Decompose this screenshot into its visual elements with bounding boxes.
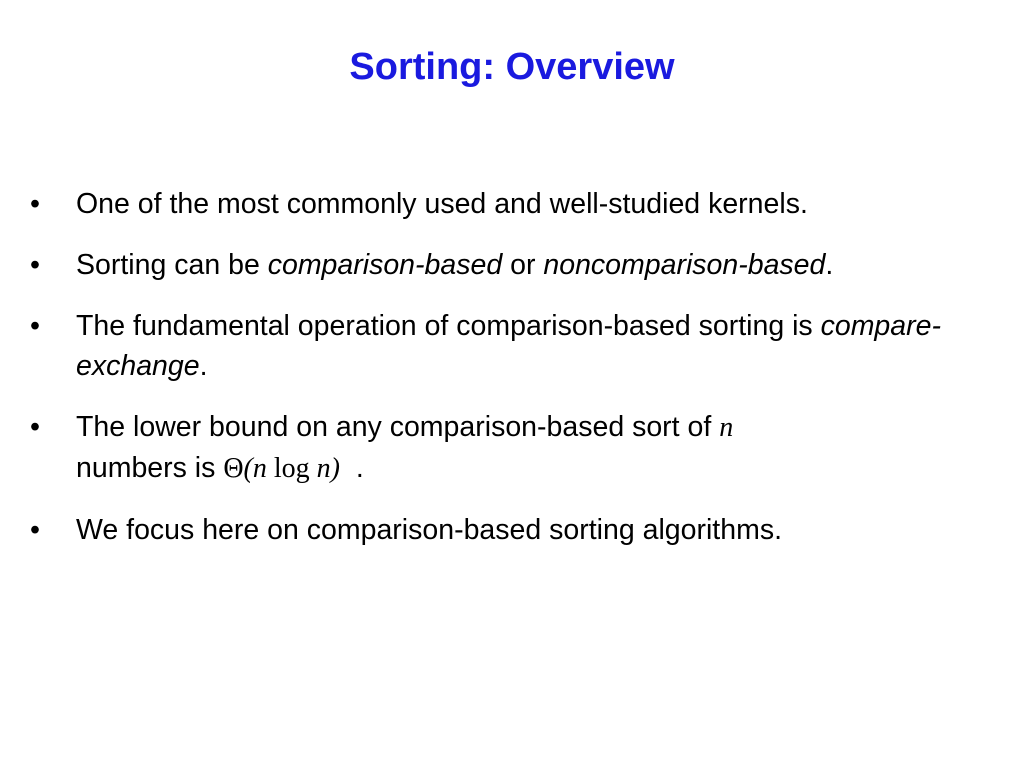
bullet-emphasis: noncomparison-based [543,249,826,281]
bullet-text-segment: numbers is [76,452,224,484]
bullet-marker: • [30,310,40,342]
bullet-list [30,184,1000,571]
bullet-text-segment: The lower bound on any comparison-based sort of [76,411,720,443]
bullet-marker: • [30,411,40,443]
math-variable: n [316,453,331,484]
math-theta: Θ [223,453,244,484]
math-variable: n [252,453,267,484]
bullet-marker: • [30,188,40,220]
bullet-text: One of the most commonly used and well-studied kernels. [76,188,808,220]
bullet-item [30,407,1000,489]
math-paren-open: ( [243,453,253,484]
bullet-text-segment: Sorting can be [76,249,268,281]
math-variable: n [719,412,734,443]
bullet-text-segment: or [502,249,544,281]
bullet-text-segment: The fundamental operation of comparison-based sorting is [76,310,821,342]
bullet-emphasis: compare-exchange [76,310,941,382]
slide-title: Sorting: Overview [349,46,675,88]
bullet-text-segment: . [199,350,208,382]
bullet-text: We focus here on comparison-based sorting algorithms. [76,514,782,546]
bullet-text-segment: . [825,249,834,281]
math-paren-close: ) [330,453,340,484]
bullet-text-segment: . [339,452,364,484]
bullet-item [30,184,1000,224]
bullet-marker: • [30,249,40,281]
math-log: log [266,453,317,484]
bullet-item [30,306,1000,386]
bullet-emphasis: comparison-based [267,249,503,281]
bullet-item [30,245,1000,285]
bullet-item [30,510,1000,550]
bullet-marker: • [30,514,40,546]
